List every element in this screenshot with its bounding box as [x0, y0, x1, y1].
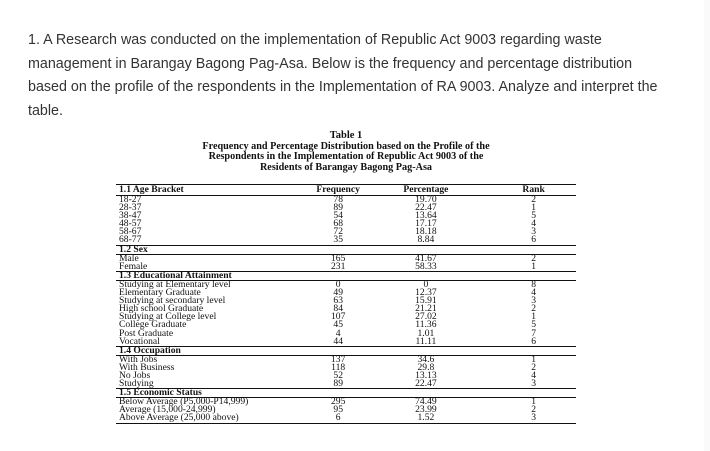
rank-cell: 4 [531, 369, 537, 381]
rank-cell: 5 [531, 319, 537, 331]
header-frequency: Frequency [304, 185, 373, 196]
percentage-cell: 34.6 [417, 353, 435, 365]
percentage-cell: 22.47 [415, 202, 437, 214]
frequency-cell: 89 [333, 202, 343, 214]
table-row [116, 236, 576, 245]
table-section-row [116, 346, 576, 355]
category-cell: 38-47 [119, 210, 142, 222]
table-row [116, 364, 576, 372]
frequency-cell: 6 [304, 414, 373, 423]
category-cell: Studying at secondary level [119, 295, 226, 307]
profile-table [116, 184, 576, 424]
frequency-cell: 78 [304, 196, 373, 205]
percentage-cell: 22.47 [415, 378, 437, 390]
frequency-cell: 68 [333, 218, 343, 230]
rank-cell: 3 [531, 295, 537, 307]
rank-cell: 3 [531, 226, 537, 238]
scrollbar[interactable] [704, 0, 710, 451]
category-cell: With Jobs [119, 353, 158, 365]
rank-cell: 7 [531, 327, 537, 339]
rank-cell: 1 [531, 353, 537, 365]
frequency-cell: 107 [331, 311, 346, 323]
category-cell: Above Average (25,000 above) [116, 414, 304, 423]
percentage-cell: 11.11 [415, 335, 437, 347]
category-cell: Vocational [119, 335, 160, 347]
frequency-cell: 295 [331, 396, 346, 408]
category-cell: 68-77 [119, 234, 142, 246]
rank-cell: 6 [531, 335, 537, 347]
category-cell: Male [119, 252, 139, 264]
category-cell: 28-37 [119, 202, 142, 214]
category-cell: College Graduate [119, 319, 187, 331]
frequency-cell: 63 [333, 295, 343, 307]
category-cell: Average (15,000-24,999) [119, 404, 216, 416]
table-section-row [116, 245, 576, 254]
table-caption [116, 131, 576, 173]
percentage-cell: 74.49 [415, 396, 437, 408]
percentage-cell: 17.17 [415, 218, 437, 230]
rank-cell: 1 [531, 396, 537, 408]
rank-cell: 4 [531, 218, 537, 230]
table-label: Table 1 [329, 130, 363, 141]
category-cell: With Business [119, 361, 175, 373]
percentage-cell: 12.37 [415, 287, 437, 299]
rank-cell: 2 [531, 361, 537, 373]
table-row [116, 414, 576, 423]
percentage-cell: 15.91 [415, 295, 437, 307]
header-category: 1.1 Age Bracket [116, 185, 304, 196]
frequency-cell: 4 [335, 327, 341, 339]
table-body [116, 196, 576, 424]
caption-line-2: Respondents in the Implementation of Republic Act 9003 of the [208, 151, 484, 163]
table-image [116, 131, 576, 449]
category-cell: Below Average (P5,000-P14,999) [119, 396, 249, 408]
category-cell: 1.4 Occupation [116, 346, 304, 355]
percentage-cell: 0 [423, 278, 429, 290]
rank-cell: 1 [531, 260, 537, 272]
category-cell: 48-57 [119, 218, 142, 230]
caption-line-1: Frequency and Percentage Distribution based on the Profile of the [202, 141, 490, 153]
rank-cell: 6 [531, 234, 537, 246]
frequency-cell: 52 [333, 369, 343, 381]
frequency-cell: 44 [333, 335, 343, 347]
rank-cell [479, 271, 576, 280]
percentage-cell: 21.21 [415, 303, 437, 315]
rank-cell: 2 [531, 252, 537, 264]
rank-cell: 5 [531, 210, 537, 222]
category-cell: Post Graduate [119, 327, 174, 339]
rank-cell [479, 389, 576, 398]
table-row [116, 330, 576, 338]
rank-cell: 1 [531, 311, 537, 323]
rank-cell [479, 346, 576, 355]
rank-cell: 3 [531, 378, 537, 390]
rank-cell: 8 [531, 278, 537, 290]
category-cell: 18-27 [116, 196, 304, 205]
category-cell: Studying at Elementary level [119, 278, 231, 290]
table-row [116, 372, 576, 380]
table-row [116, 204, 576, 212]
category-cell: 1.3 Educational Attainment [116, 271, 304, 280]
rank-cell: 4 [531, 287, 537, 299]
percentage-cell: 13.13 [415, 369, 437, 381]
percentage-cell: 13.64 [415, 210, 437, 222]
frequency-cell: 45 [333, 319, 343, 331]
percentage-cell: 1.52 [373, 414, 480, 423]
table-row [116, 254, 576, 263]
percentage-cell: 41.67 [415, 252, 437, 264]
table-row [116, 220, 576, 228]
percentage-cell: 19.70 [373, 196, 480, 205]
percentage-cell: 11.36 [415, 319, 437, 331]
table-row [116, 228, 576, 236]
frequency-cell: 165 [331, 252, 346, 264]
frequency-cell: 72 [333, 226, 343, 238]
table-row [116, 212, 576, 220]
question-text: 1. A Research was conducted on the implementation of Republic Act 9003 regarding waste management in Barangay Bagong Pag-Asa. Below is the frequency and percentage distribution based on the profile of the respondents in the Implementation of RA 9003. Analyze and interpret the table. [28, 32, 658, 119]
percentage-cell: 1.01 [417, 327, 435, 339]
frequency-cell: 118 [331, 361, 346, 373]
table-row [116, 338, 576, 347]
table-header-row [116, 185, 576, 196]
rank-cell: 2 [531, 303, 537, 315]
percentage-cell: 58.33 [415, 260, 437, 272]
percentage-cell: 29.8 [417, 361, 435, 373]
caption-line-3: Residents of Barangay Bagong Pag-Asa [259, 161, 433, 173]
header-percentage: Percentage [373, 185, 480, 196]
category-cell: Studying at College level [119, 311, 217, 323]
category-cell: No Jobs [119, 369, 151, 381]
percentage-cell: 18.18 [415, 226, 437, 238]
frequency-cell: 89 [333, 378, 343, 390]
table-row [116, 355, 576, 364]
rank-cell: 2 [531, 404, 537, 416]
percentage-cell: 8.84 [417, 234, 435, 246]
category-cell: Studying [119, 378, 154, 390]
frequency-cell: 95 [333, 404, 343, 416]
frequency-cell: 54 [333, 210, 343, 222]
rank-cell: 3 [479, 414, 576, 423]
category-cell: 58-67 [119, 226, 142, 238]
frequency-cell: 0 [335, 278, 341, 290]
frequency-cell: 49 [333, 287, 343, 299]
rank-cell: 1 [531, 202, 537, 214]
table-row [116, 321, 576, 329]
frequency-cell: 84 [333, 303, 343, 315]
category-cell: High school Graduate [119, 303, 204, 315]
category-cell: 1.5 Economic Status [116, 389, 304, 398]
category-cell: 1.2 Sex [116, 245, 304, 254]
rank-cell [479, 245, 576, 254]
table-row [116, 196, 576, 205]
category-cell: Female [119, 260, 148, 272]
rank-cell: 2 [479, 196, 576, 205]
category-cell: Elementary Graduate [119, 287, 201, 299]
percentage-cell: 23.99 [415, 404, 437, 416]
frequency-cell: 35 [333, 234, 343, 246]
header-rank: Rank [479, 185, 576, 196]
frequency-cell: 137 [331, 353, 346, 365]
percentage-cell: 27.02 [415, 311, 437, 323]
frequency-cell: 231 [331, 260, 346, 272]
